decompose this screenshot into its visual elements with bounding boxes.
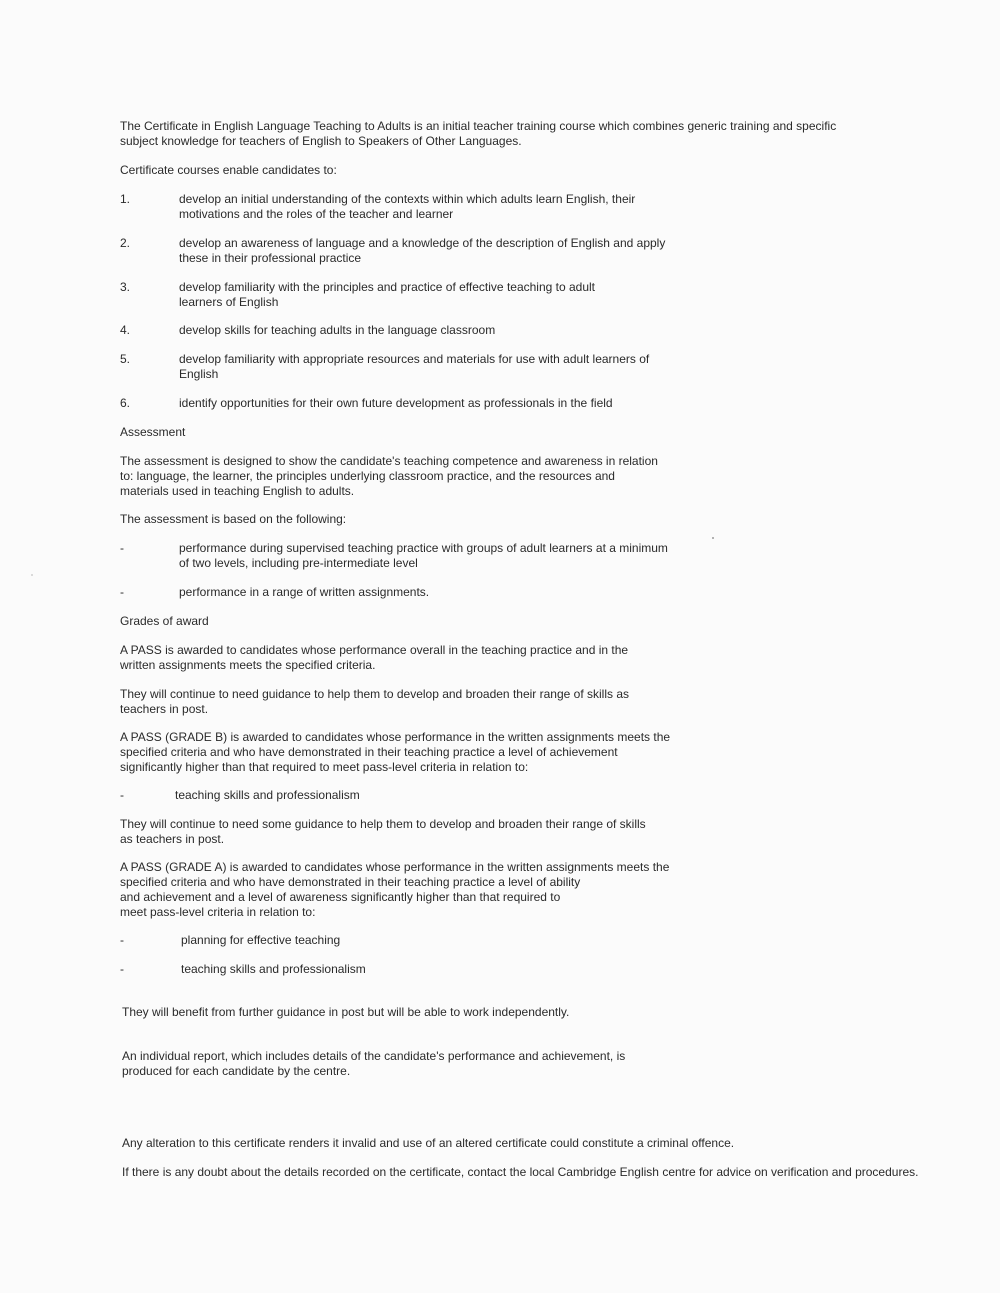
- objective-text: identify opportunities for their own future development as professionals in the field: [179, 396, 613, 410]
- objective-number: 4.: [120, 323, 131, 337]
- grade-a-bullet: teaching skills and professionalism: [181, 962, 366, 976]
- scan-speck: [712, 537, 714, 539]
- grade-a-guidance: They will benefit from further guidance in post but will be able to work independently.: [122, 1005, 570, 1019]
- bullet-mark: -: [120, 585, 124, 599]
- grade-a-paragraph: A PASS (GRADE A) is awarded to candidates whose performance in the written assignments meets the specified criteria and who have demonstrated in their teaching practice a level of ability and achievement and a level of awareness significantly higher than that required to meet pass-level criteria in relation to:: [120, 860, 670, 919]
- bullet-mark: -: [120, 541, 124, 555]
- pass-paragraph: A PASS is awarded to candidates whose performance overall in the teaching practice and in the written assignments meets the specified criteria.: [120, 643, 629, 672]
- assessment-heading: Assessment: [120, 425, 186, 439]
- objective-text: develop an awareness of language and a knowledge of the description of English and apply these in their professional practice: [179, 236, 666, 265]
- grade-b-paragraph: A PASS (GRADE B) is awarded to candidates whose performance in the written assignments meets the specified criteria and who have demonstrated in their teaching practice a level of achievement significantly higher than that required to meet pass-level criteria in relation to:: [120, 730, 671, 774]
- objective-text: develop familiarity with appropriate resources and materials for use with adult learners of English: [179, 352, 650, 381]
- grade-b-bullet: teaching skills and professionalism: [175, 788, 360, 802]
- individual-report-note: An individual report, which includes details of the candidate's performance and achievement, is produced for each candidate by the centre.: [122, 1049, 626, 1078]
- pass-guidance: They will continue to need guidance to help them to develop and broaden their range of skills as teachers in post.: [120, 687, 629, 716]
- objective-number: 3.: [120, 280, 131, 294]
- alteration-warning: Any alteration to this certificate renders it invalid and use of an altered certificate could constitute a criminal offence.: [122, 1136, 735, 1150]
- objective-number: 6.: [120, 396, 131, 410]
- verification-note: If there is any doubt about the details recorded on the certificate, contact the local Cambridge English centre for advice on verification and procedures.: [122, 1165, 919, 1179]
- objective-text: develop skills for teaching adults in the language classroom: [179, 323, 496, 337]
- objective-text: develop an initial understanding of the contexts within which adults learn English, their motivations and the roles of the teacher and learner: [179, 192, 636, 221]
- objective-number: 1.: [120, 192, 131, 206]
- scan-speck: [31, 574, 33, 576]
- intro-lead-in: Certificate courses enable candidates to:: [120, 163, 337, 177]
- objective-number: 5.: [120, 352, 131, 366]
- grade-a-bullet: planning for effective teaching: [181, 933, 341, 947]
- bullet-mark: -: [120, 788, 124, 802]
- bullet-mark: -: [120, 962, 124, 976]
- assessment-bullet: performance in a range of written assignments.: [179, 585, 430, 599]
- grades-heading: Grades of award: [120, 614, 209, 628]
- bullet-mark: -: [120, 933, 124, 947]
- grade-b-guidance: They will continue to need some guidance to help them to develop and broaden their range of skills as teachers in post.: [120, 817, 646, 846]
- assessment-basis: The assessment is based on the following:: [120, 512, 347, 526]
- assessment-bullet: performance during supervised teaching practice with groups of adult learners at a minimum of two levels, including pre-intermediate level: [179, 541, 668, 570]
- intro-paragraph: The Certificate in English Language Teaching to Adults is an initial teacher training course which combines generic training and specific subject knowledge for teachers of English to Speakers of Other Languages.: [120, 119, 837, 148]
- assessment-paragraph: The assessment is designed to show the candidate's teaching competence and awareness in relation to: language, the learner, the principles underlying classroom practice, and the resources and materials used in teaching English to adults.: [120, 454, 658, 498]
- objective-number: 2.: [120, 236, 131, 250]
- objective-text: develop familiarity with the principles and practice of effective teaching to adult learners of English: [179, 280, 596, 309]
